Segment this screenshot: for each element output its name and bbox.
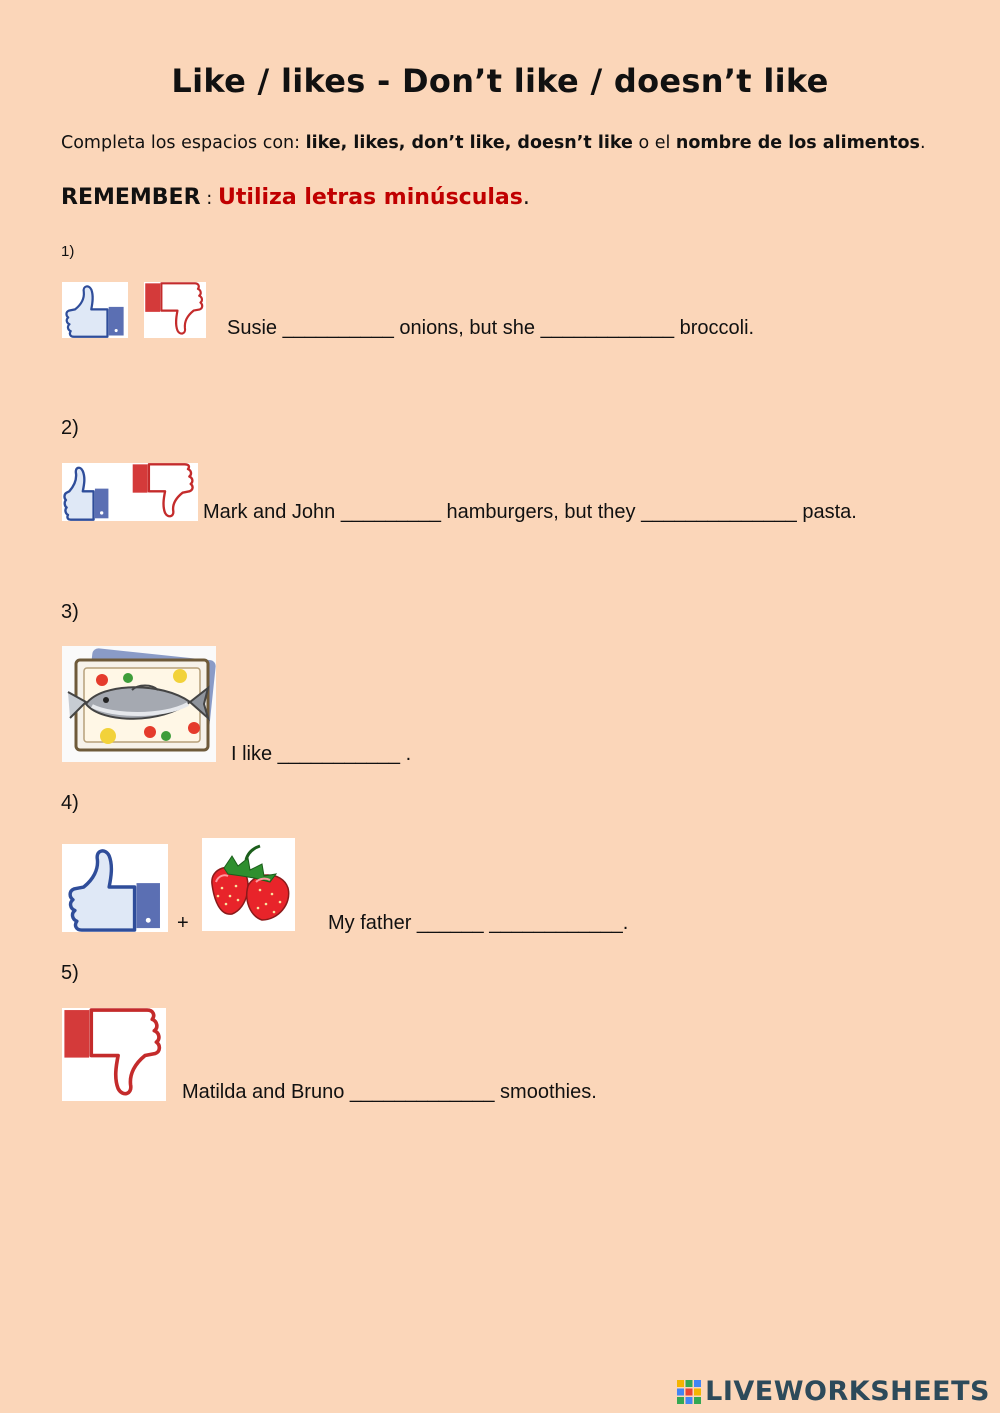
exercise-4-number: 4) xyxy=(61,792,79,814)
instructions xyxy=(61,133,926,153)
liveworksheets-logo-icon xyxy=(676,1379,702,1405)
instruction-end: . xyxy=(919,133,926,153)
brand-text: LIVEWORKSHEETS xyxy=(705,1376,990,1407)
exercise-3-number: 3) xyxy=(61,601,79,623)
exercise-1-number: 1) xyxy=(61,243,75,260)
thumbs-down-icon xyxy=(62,1008,166,1101)
exercise-5-number: 5) xyxy=(61,962,79,984)
exercise-2-number: 2) xyxy=(61,417,79,439)
remember-note xyxy=(61,185,530,210)
thumbs-down-icon xyxy=(144,282,206,338)
remember-colon: : xyxy=(200,188,219,209)
exercise-3-sentence: I like ___________ . xyxy=(231,743,412,765)
instruction-middle: o el xyxy=(632,133,676,153)
like-dislike-icon xyxy=(62,463,198,521)
exercise-4-sentence: My father ______ ____________. xyxy=(328,912,629,934)
thumbs-up-icon xyxy=(62,282,128,338)
instruction-prefix: Completa los espacios con: xyxy=(61,133,306,153)
fish-dish-icon xyxy=(62,646,216,762)
remember-text: Utiliza letras minúsculas xyxy=(218,185,523,210)
exercise-5-sentence: Matilda and Bruno _____________ smoothies. xyxy=(182,1081,597,1103)
exercise-2-sentence: Mark and John _________ hamburgers, but they ______________ pasta. xyxy=(203,501,857,523)
page-title: Like / likes - Don’t like / doesn’t like xyxy=(171,62,829,100)
liveworksheets-brand xyxy=(676,1376,990,1407)
plus-sign: + xyxy=(177,912,189,934)
instruction-foods: nombre de los alimentos xyxy=(675,133,920,153)
instruction-options: like, likes, don’t like, doesn’t like xyxy=(305,133,633,153)
thumbs-up-icon xyxy=(62,844,168,932)
strawberry-icon xyxy=(202,838,295,931)
remember-keyword: REMEMBER xyxy=(61,185,201,210)
remember-end: . xyxy=(522,185,530,210)
exercise-1-sentence: Susie __________ onions, but she ____________ broccoli. xyxy=(227,317,755,339)
